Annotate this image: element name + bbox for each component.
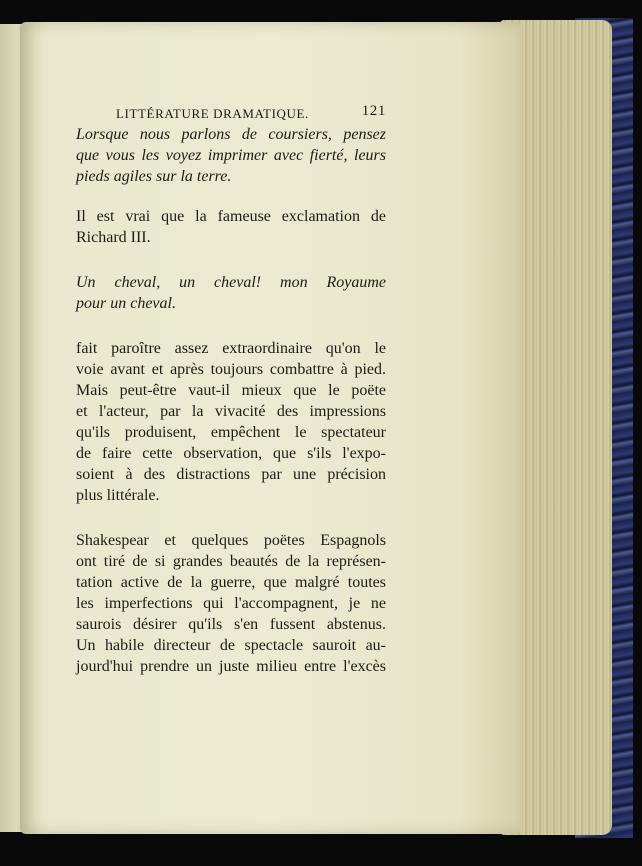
paragraph-verse-2 [76, 272, 386, 314]
text-line: pour un cheval. [76, 295, 176, 312]
text-line: Shakespear et quelques poëtes Espagnols [76, 532, 386, 549]
text-line: de faire cette observation, que s'ils l'expo- [76, 445, 386, 462]
text-line: tation active de la guerre, que malgré toutes [76, 574, 386, 591]
paragraph-4 [76, 338, 386, 506]
text-line: qu'ils produisent, empêchent le spectateur [76, 424, 386, 441]
running-head-title: LITTÉRATURE DRAMATIQUE. [116, 106, 309, 121]
page-number: 121 [361, 103, 386, 119]
page-text [76, 102, 386, 677]
text-line: Lorsque nous parlons de coursiers, pensez [76, 126, 386, 143]
text-line: et l'acteur, par la vivacité des impressions [76, 403, 386, 420]
text-line: ont tiré de si grandes beautés de la représen- [76, 553, 386, 570]
text-line: saurois désirer qu'ils s'en fussent abstenus. [76, 616, 386, 633]
text-line: plus littérale. [76, 487, 160, 504]
text-line: fait paroître assez extraordinaire qu'on le [76, 340, 386, 357]
running-head [76, 102, 386, 124]
paragraph-verse-1 [76, 124, 386, 187]
text-line: Un cheval, un cheval! mon Royaume [76, 274, 386, 291]
paragraph-2 [76, 206, 386, 248]
text-line: les imperfections qui l'accompagnent, je ne [76, 595, 386, 612]
paragraph-5 [76, 530, 386, 677]
text-line: pieds agiles sur la terre. [76, 168, 232, 185]
text-line: Richard III. [76, 229, 151, 246]
text-line: voie avant et après toujours combattre à pied. [76, 361, 386, 378]
text-line: soient à des distractions par une précision [76, 466, 386, 483]
text-line: que vous les voyez imprimer avec fierté, leurs [76, 147, 386, 164]
text-line: Un habile directeur de spectacle sauroit au- [76, 637, 386, 654]
text-line: jourd'hui prendre un juste milieu entre l'excès [76, 658, 386, 675]
text-line: Il est vrai que la fameuse exclamation de [76, 208, 386, 225]
text-line: Mais peut-être vaut-il mieux que le poëte [76, 382, 386, 399]
